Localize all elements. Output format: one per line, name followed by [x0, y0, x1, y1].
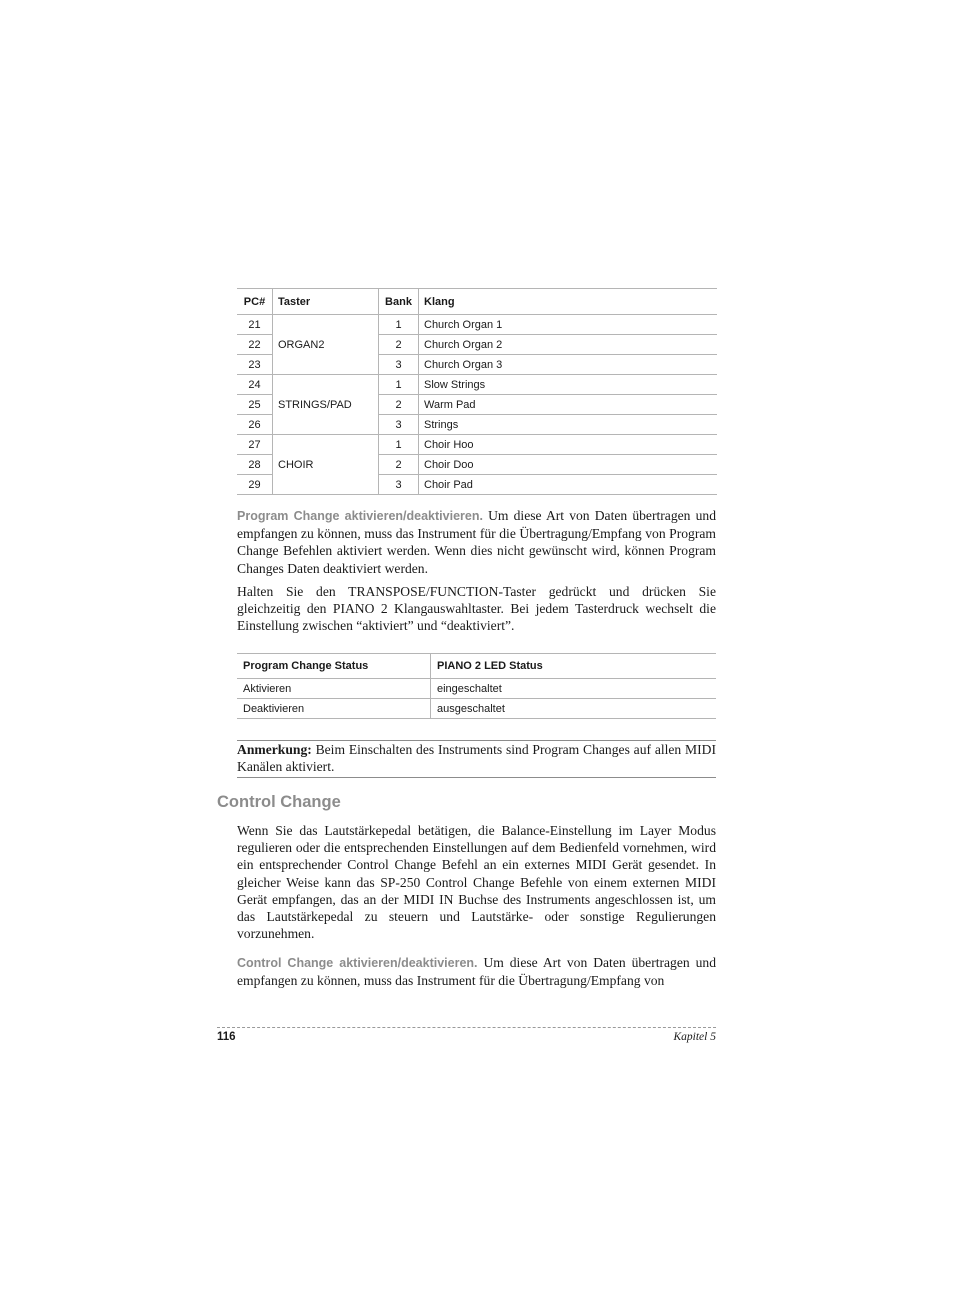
table-header-row	[237, 289, 717, 315]
run-in-heading: Control Change aktivieren/deaktivieren.	[237, 956, 478, 970]
note-label: Anmerkung:	[237, 742, 312, 757]
bank-cell: 2	[379, 455, 419, 475]
klang-cell: Strings	[419, 415, 718, 435]
klang-cell: Warm Pad	[419, 395, 718, 415]
header-led-status: PIANO 2 LED Status	[431, 654, 717, 679]
pc-cell: 27	[237, 435, 273, 455]
pc-cell: 25	[237, 395, 273, 415]
bank-cell: 1	[379, 375, 419, 395]
status-cell: Deaktivieren	[237, 699, 431, 719]
taster-cell: STRINGS/PAD	[273, 375, 379, 435]
table-row	[237, 315, 717, 335]
page-number: 116	[217, 1031, 236, 1043]
bank-cell: 1	[379, 315, 419, 335]
header-taster: Taster	[273, 289, 379, 315]
klang-cell: Church Organ 3	[419, 355, 718, 375]
pc-cell: 26	[237, 415, 273, 435]
klang-cell: Slow Strings	[419, 375, 718, 395]
run-in-heading: Program Change aktivieren/deaktivieren.	[237, 509, 483, 523]
bank-cell: 3	[379, 355, 419, 375]
note-box	[237, 740, 716, 778]
pc-cell: 22	[237, 335, 273, 355]
led-cell: eingeschaltet	[431, 679, 717, 699]
klang-cell: Church Organ 1	[419, 315, 718, 335]
klang-cell: Choir Hoo	[419, 435, 718, 455]
table-header-row	[237, 654, 716, 679]
header-bank: Bank	[379, 289, 419, 315]
bank-cell: 3	[379, 475, 419, 495]
transpose-paragraph: Halten Sie den TRANSPOSE/FUNCTION-Taster gedrückt und drücken Sie gleichzeitig den PIANO 2 Klangauswahltaster. Bei jedem Tasterdruck wechselt die Einstellung zwischen “aktiviert” und “deaktiviert”.	[237, 584, 716, 634]
bank-cell: 3	[379, 415, 419, 435]
table-row	[237, 375, 717, 395]
pc-cell: 29	[237, 475, 273, 495]
control-change-paragraph: Wenn Sie das Lautstärkepedal betätigen, die Balance-Einstellung im Layer Modus regulieren oder die entsprechenden Einstellungen auf dem Bedienfeld vornehmen, wird ein entsprechender Control Change Befehl an ein externes MIDI Gerät gesendet. In gleicher Weise kann das SP-250 Control Change Befehle von einem externen MIDI Gerät empfangen, das an der MIDI IN Buchse des Instruments angeschlossen ist, um das Lautstärkepedal zu steuern und Lautstärke- oder sonstige Regulierungen vorzunehmen.	[237, 823, 716, 942]
section-heading: Control Change	[217, 793, 341, 811]
taster-cell: ORGAN2	[273, 315, 379, 375]
table-row	[237, 435, 717, 455]
program-change-paragraph	[237, 507, 716, 577]
klang-cell: Choir Doo	[419, 455, 718, 475]
paragraph-text: Um diese Art von Daten übertragen und empfangen zu können, muss das Instrument für die Übertragung/Empfang von	[237, 955, 716, 989]
header-klang: Klang	[419, 289, 718, 315]
bank-cell: 1	[379, 435, 419, 455]
header-pc-status: Program Change Status	[237, 654, 431, 679]
status-cell: Aktivieren	[237, 679, 431, 699]
note-text: Beim Einschalten des Instruments sind Program Changes auf allen MIDI Kanälen aktiviert.	[237, 742, 716, 775]
table-row	[237, 679, 716, 699]
klang-cell: Choir Pad	[419, 475, 718, 495]
control-change-toggle-paragraph	[237, 954, 716, 989]
program-change-table	[237, 288, 717, 495]
chapter-label: Kapitel 5	[673, 1031, 716, 1043]
pc-cell: 24	[237, 375, 273, 395]
header-pc: PC#	[237, 289, 273, 315]
pc-cell: 21	[237, 315, 273, 335]
klang-cell: Church Organ 2	[419, 335, 718, 355]
led-cell: ausgeschaltet	[431, 699, 717, 719]
paragraph-text: Um diese Art von Daten übertragen und empfangen zu können, muss das Instrument für die Übertragung/Empfang von Program Change Befehlen aktiviert werden. Wenn dies nicht gewünscht wird, können Program Changes Daten deaktiviert werden.	[237, 508, 716, 576]
taster-cell: CHOIR	[273, 435, 379, 495]
bank-cell: 2	[379, 335, 419, 355]
pc-cell: 23	[237, 355, 273, 375]
footer-divider	[217, 1027, 716, 1028]
status-table	[237, 653, 716, 719]
pc-cell: 28	[237, 455, 273, 475]
table-row	[237, 699, 716, 719]
bank-cell: 2	[379, 395, 419, 415]
